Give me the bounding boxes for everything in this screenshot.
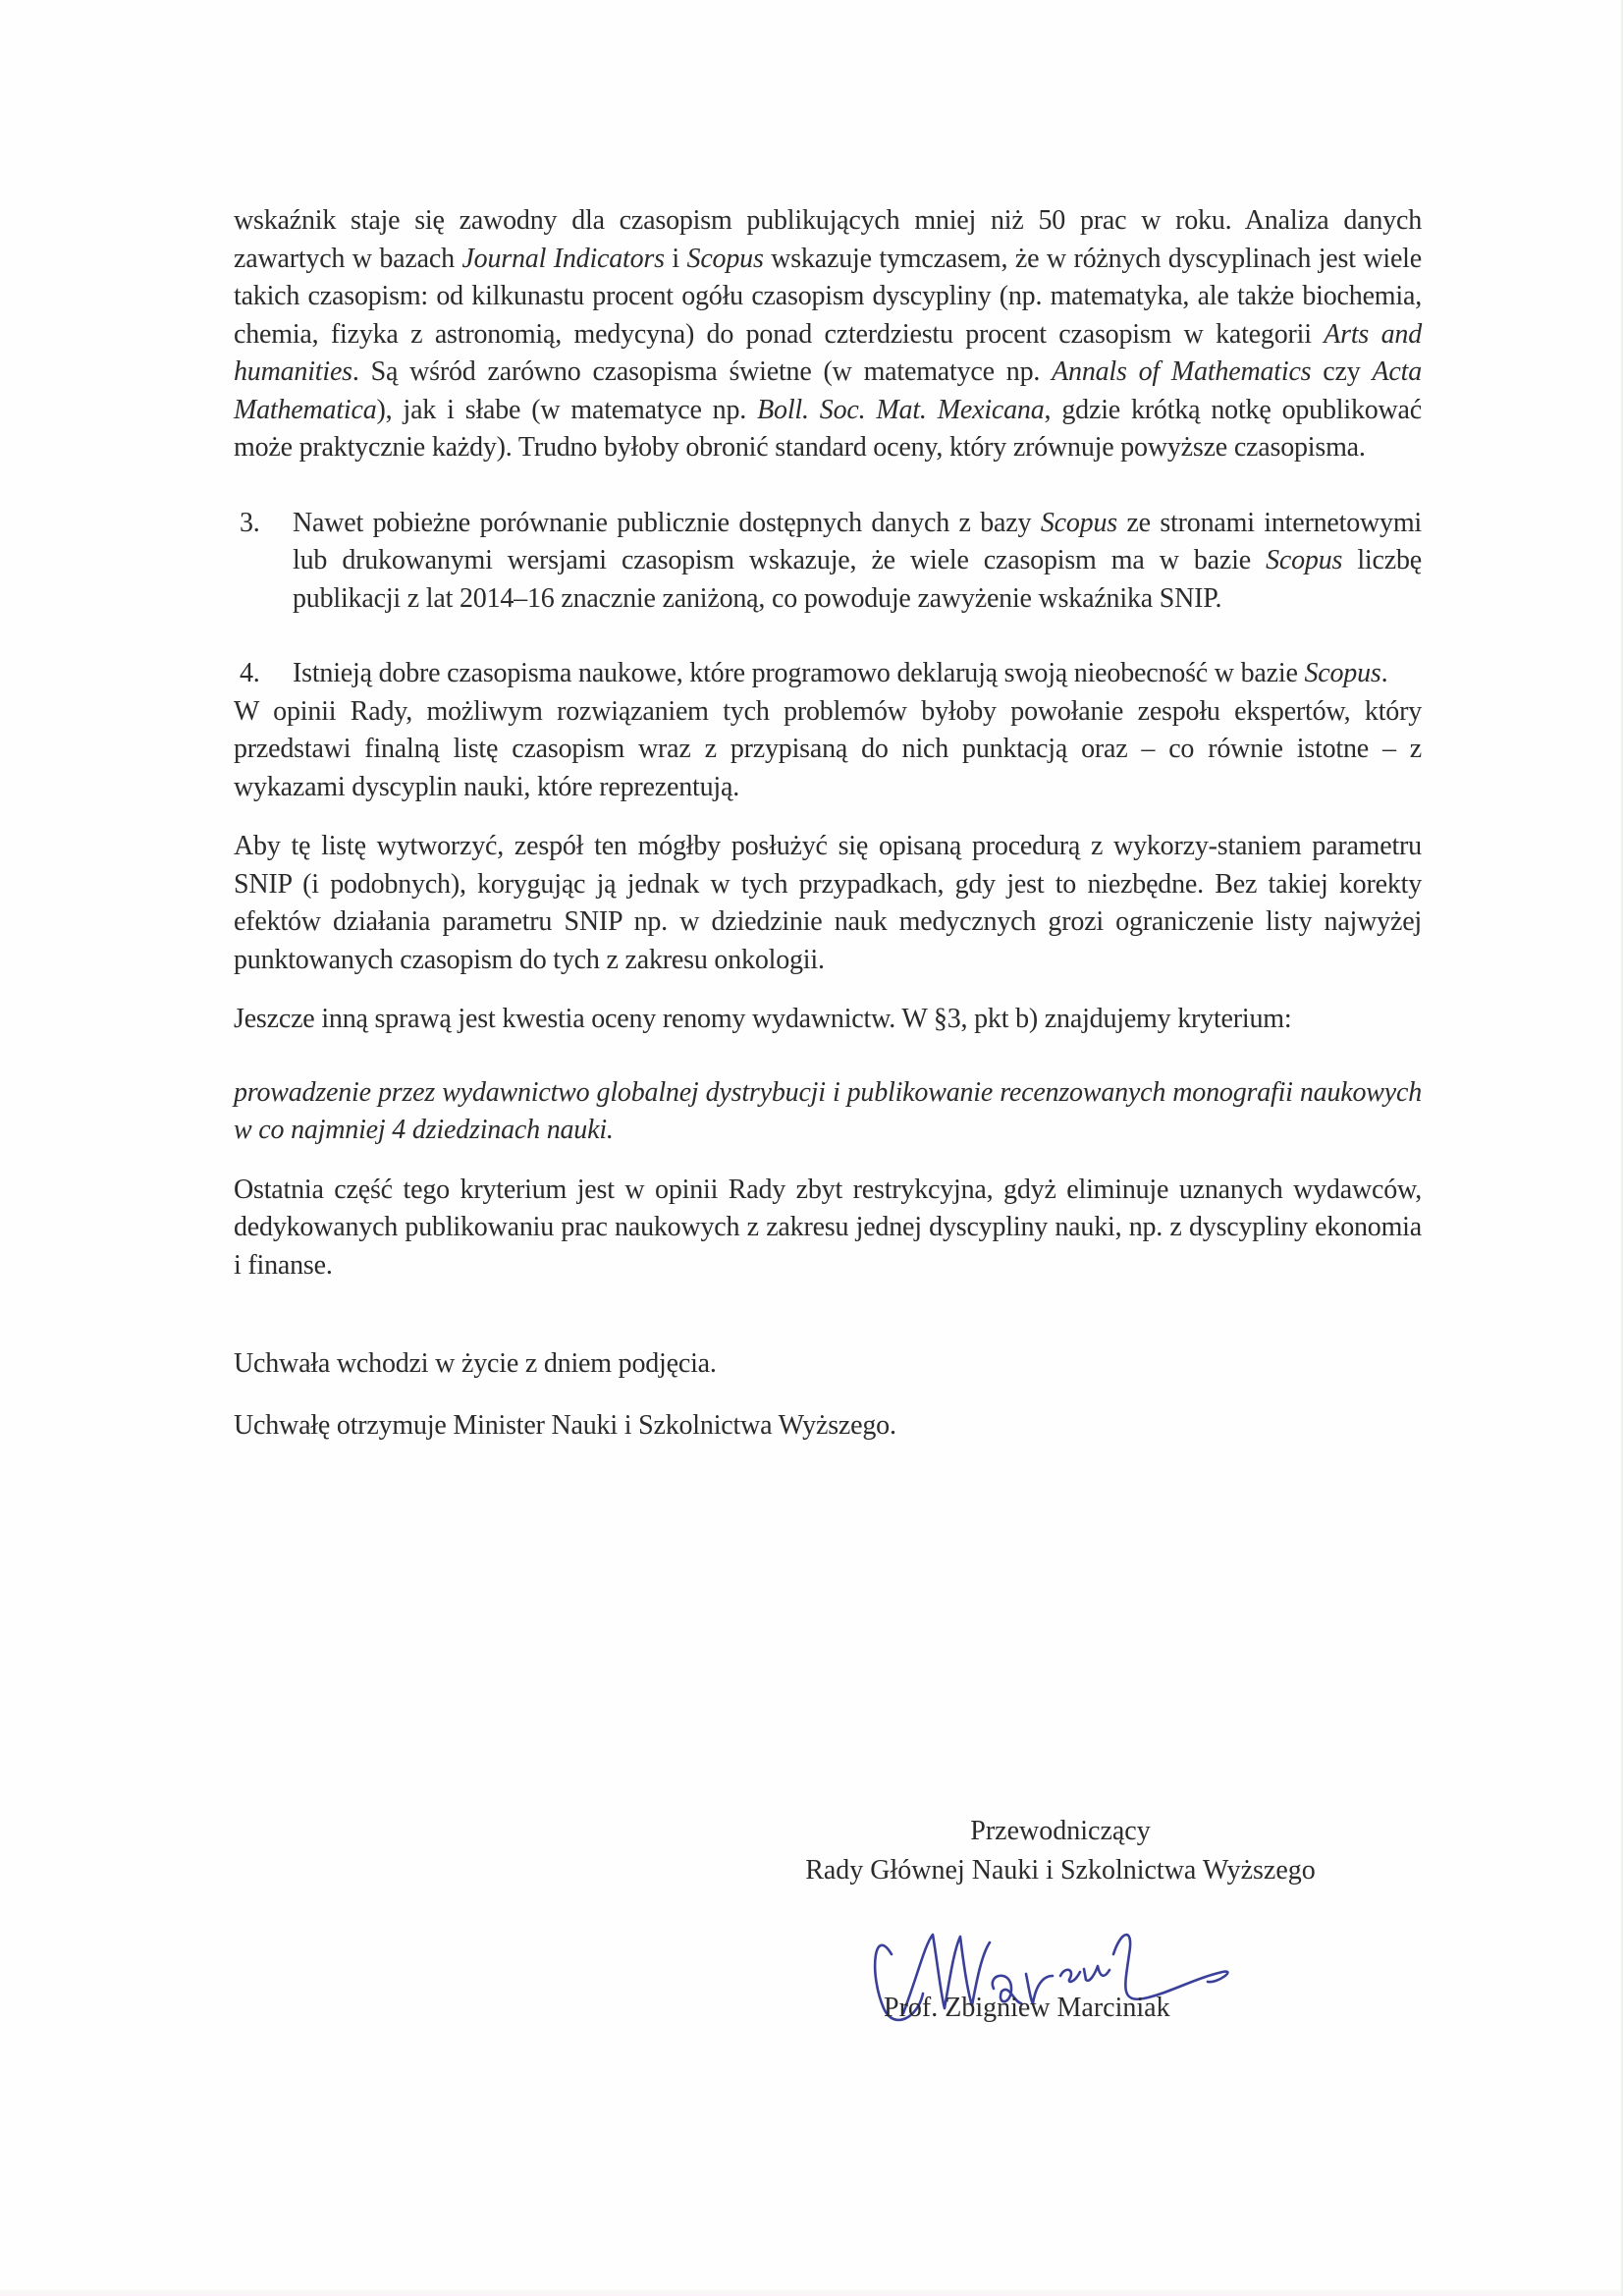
text-run: Istnieją dobre czasopisma naukowe, które programowo deklarują swoją nieobecność w bazie	[293, 658, 1305, 688]
italic-title: Acta Mathematica	[234, 356, 1423, 425]
paragraph-opinion: W opinii Rady, możliwym rozwiązaniem tych problemów byłoby powołanie zespołu ekspertów, który przedstawi finalną listę czasopism wraz z przypisaną do nich punktacją oraz – co równie istotne – z wykazami dyscyplin nauki, które reprezentują.	[234, 695, 1422, 802]
signatory-name: Prof. Zbigniew Marciniak	[884, 1993, 1170, 2023]
text-run: , gdzie krótką notkę opublikować może praktycznie każdy). Trudno byłoby obronić standard oceny, który zrównuje powyższe czasopisma.	[234, 394, 1423, 463]
text-run: wskazuje tymczasem, że w różnych dyscyplinach jest wiele takich czasopism: od kilkunastu procent ogółu czasopism dyscypliny (np. matematyka, ale także biochemia, chemia, fizyka z astronomią, medycyna) do ponad czterdziestu procent czasopism w kategorii	[234, 243, 1422, 350]
signatory-title: Przewodniczący	[970, 1816, 1151, 1846]
document-body	[234, 202, 1422, 1445]
italic-title: Scopus	[1304, 658, 1381, 688]
list-number: 4.	[240, 658, 260, 688]
italic-title: Scopus	[1040, 507, 1117, 538]
text-run: ), jak i słabe (w matematyce np.	[376, 394, 758, 425]
italic-title: Scopus	[686, 243, 764, 274]
paragraph-restrictive: Ostatnia część tego kryterium jest w opinii Rady zbyt restrykcyjna, gdyż eliminuje uznanych wydawców, dedykowanych publikowaniu prac naukowych z zakresu jednej dyscypliny nauki, np. z dyscypliny ekonomia i finanse.	[234, 1174, 1422, 1281]
paragraph-publishers: Jeszcze inną sprawą jest kwestia oceny renomy wydawnictw. W §3, pkt b) znajdujemy kryterium:	[234, 1004, 1292, 1034]
italic-title: Boll. Soc. Mat. Mexicana	[757, 394, 1045, 425]
list-item-3	[234, 505, 1422, 619]
text-run: czy	[1311, 356, 1373, 387]
list-item-text	[293, 505, 1422, 619]
paragraph-procedure: Aby tę listę wytworzyć, zespół ten mógłby posłużyć się opisaną procedurą z wykorzy-staniem parametru SNIP (i podobnych), korygując ją jednak w tych przypadkach, gdy jest to niezbędne. Bez takiej korekty efektów działania parametru SNIP np. w dziedzinie nauk medycznych grozi ograniczenie listy najwyżej punktowanych czasopism do tych z zakresu onkologii.	[234, 831, 1422, 975]
criterion-quote: prowadzenie przez wydawnictwo globalnej dystrybucji i publikowanie recenzowanych monografii naukowych w co najmniej 4 dziedzinach nauki.	[234, 1076, 1422, 1145]
italic-title: Arts and humanities	[234, 318, 1422, 387]
text-run: .	[1380, 658, 1388, 688]
text-run: wskaźnik staje się zawodny dla czasopism publikujących mniej niż 50 prac w roku. Analiza danych zawartych w bazach	[234, 205, 1422, 274]
signature-block	[727, 1812, 1394, 1890]
italic-title: Annals of Mathematics	[1052, 356, 1312, 387]
list-number: 3.	[240, 507, 260, 538]
text-run: i	[664, 243, 687, 274]
intro-paragraph	[234, 202, 1422, 467]
italic-title: Journal Indicators	[461, 243, 665, 274]
signatory-organization: Rady Głównej Nauki i Szkolnictwa Wyższego	[805, 1855, 1316, 1886]
scan-border	[0, 2290, 1621, 2296]
closing-effective: Uchwała wchodzi w życie z dniem podjęcia.	[234, 1348, 717, 1379]
list-item-4	[234, 655, 1422, 693]
closing-recipient: Uchwałę otrzymuje Minister Nauki i Szkolnictwa Wyższego.	[234, 1409, 896, 1441]
text-run: Nawet pobieżne porównanie publicznie dostępnych danych z bazy	[293, 507, 1041, 538]
text-run: ze stronami internetowymi lub drukowanymi wersjami czasopism wskazuje, że wiele czasopism ma w bazie	[293, 507, 1422, 575]
italic-title: Scopus	[1266, 545, 1343, 575]
text-run: liczbę publikacji z lat 2014–16 znacznie zaniżoną, co powoduje zawyżenie wskaźnika SNIP.	[293, 545, 1422, 614]
list-item-text	[293, 655, 1422, 693]
text-run: . Są wśród zarówno czasopisma świetne (w matematyce np.	[352, 356, 1053, 387]
